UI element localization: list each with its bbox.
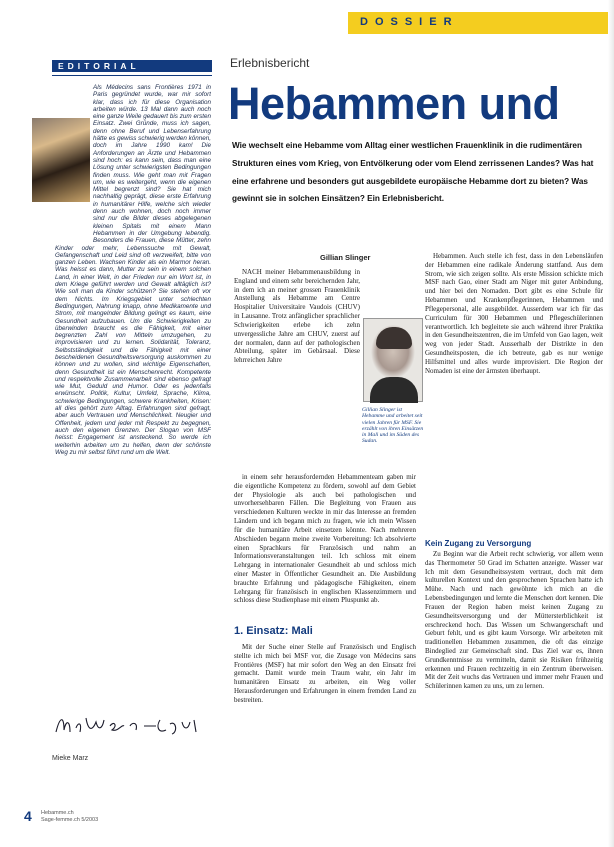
- folio-text: [41, 810, 151, 823]
- portrait-hair: [376, 327, 412, 349]
- author-portrait: [363, 318, 423, 402]
- article-column-1-bottom: [234, 643, 416, 823]
- portrait-body: [370, 377, 418, 403]
- article-column-1-top: [234, 268, 360, 473]
- article-paragraph: Hebammen. Auch stelle ich fest, dass in den Lebensläufen der Hebammen eine radikale Änderung stattfand. Aus dem Strom, wie sich zeigen sollte. Als erste Mission schickte mich MSF nach Gao, einer Stadt am Niger mit guter Anbindung, und hier bei den Nomaden. Dort gibt es eine Schule für Hebammen und Krankenpflegerinnen, Hebammen und Pflegepersonal, alle ausgebildet. Ausserdem war ich für das Curriculum für 300 Hebammen und Pflegeschülerinnen verantwortlich. Ich begleitete sie auch während ihrer Praktika in den Gesundheitszentren, die im Umfeld von Gao lagen, weit weg von jeder Stadt. Ausserhalb der Distrikte in den Gesundheitsposten, die ich betreute, gab es nur wenige Hilfsmittel und alles wurde improvisiert. Die Region der Nomaden ist eine der ärmsten überhaupt.: [425, 252, 603, 375]
- article-column-2-bottom: [425, 550, 603, 822]
- article-headline: Hebammen und: [228, 78, 560, 129]
- article-lead: Wie wechselt eine Hebamme vom Alltag einer westlichen Frauenklinik in die rudimentären Strukturen eines vom Krieg, von Entvölkerung oder vom Elend zerrissenen Landes? Was hat eine erfahrene und besonders gut ausgebildete europäische Hebamme dort zu bieten? Was gewinnt sie in solchen Einsätzen? Ein Erlebnisbericht.: [232, 141, 594, 204]
- article-author: Gillian Slinger: [320, 253, 371, 262]
- editorial-text: Als Médecins sans Frontières 1971 in Paris gegründet wurde, war mir sofort klar, dass ich für diese Organisation arbeiten würde. 13 Mal dann auch noch eine ganze Weile gedauert bis zum ersten Einsatz. Zwei Gründe, muss ich sagen, denn ohne Beruf und Lebenserfahrung hätte es gewiss schwierig werden können, doch im Jahre 1990 kam! Die Anforderungen an Ärzte und Hebammen sind hoch: es kann sein, dass man eine Lösung unter schwierigsten Bedingungen finden muss. Wie geht man mit Fragen um, wie es weitergeht, wenn die eigenen Mittel begrenzt sind? Sie hat mich nachhaltig geprägt, diese erste Erfahrung in humanitärer Hilfe, welche sich wieder denn auch wohnen, doch noch immer sind nur die Bilder dieses abgelegenen kleinen Spitals mit einem Mann Hebammen in der Umgebung lebendig. Besonders die Frauen, diese Mütter, zehn Kinder oder mehr, Lebenssuche mit Gewalt, Gefangenschaft und Leid sind oft verzweifelt, bitte von ganzen Leben. Wachsen Kinder als ein Marmor heran. Was heisst es dann, Mutter zu sein in einem solchen Land, in einer Welt, in der Frieden nur ein Wort ist, in dem Kriege geführt werden und Gewalt alltäglich ist? Wie soll man da Kinder schützen? Sie stehen oft vor dem Nichts. Im Kriegsgebiet unter schlechten Bedingungen, Nahrung knapp, ohne Medikamente und Strom, mit mangelnder Bildung gelingt es kaum, eine Gesundheit aufzubauen. Um die Schwierigkeiten zu überwinden braucht es die Fähigkeit, mit einer begrenzten Zahl von Mitteln umzugehen, zu improvisieren und zu lernen. Solidarität, Toleranz, Selbstständigkeit und die Fähigkeit mit einer bescheidenen Gesundheitsversorgung auskommen zu können und zu wollen, sind wichtige Eigenschaften, denn Gesundheit ist ein Menschenrecht. Kompetente und respektvolle Zusammenarbeit sind ebenso gefragt wie Mut, Geduld und Humor. Oder es jedenfalls erwünscht. Politik, Kultur, Umfeld, Sprache, Klima, schwierige Bedingungen, schwere Krankheiten, Krisen: all dies gehört zum Alltag. Erfahrungen sind gefragt, aber auch Vertrauen und Menschlichkeit. Neugier und Offenheit, jedem und jeder mit Respekt zu begegnen, auch den eigenen Grenzen. Der Slogan von MSF heisst: Engagement ist ansteckend. So werde ich weiterhin arbeiten um zu helfen, denn der schönste Weg zu mir selbst führt rund um die Welt.: [55, 84, 211, 456]
- editorial-tab: [52, 60, 212, 72]
- article-paragraph: NACH meiner Hebammenausbildung in England und einem sehr bereichernden Jahr, in dem ich an meiner grossen Frauenklinik Anstellung als Hebamme am Centre Hospitalier Universitaire Vaudois (CHUV) in Lausanne. Trotz anfänglicher sprachlicher Schwierigkeiten erlebe ich zehn unvergessliche Jahre am CHUV, zuerst auf der normalen, dann auf der pathologischen Abteilung, später im Gebärsaal. Diese lehrreichen Jahre: [234, 268, 360, 365]
- article-kicker: Erlebnisbericht: [230, 56, 310, 70]
- dossier-banner: [348, 12, 614, 34]
- article-column-1-middle: [234, 473, 416, 617]
- editorial-label: EDITORIAL: [58, 61, 140, 71]
- folio-line-1: Hebamme.ch: [41, 810, 74, 816]
- signature-name: Mieke Marz: [52, 755, 89, 762]
- portrait-caption: Gillian Slinger ist Hebamme und arbeitet seit vielen Jahren für MSF. Sie erzählt von ihren Einsätzen in Mali und im Süden des Sudan.: [362, 407, 424, 445]
- signature-image: [52, 712, 202, 738]
- article-paragraph: Zu Beginn war die Arbeit recht schwierig, vor allem wenn das Thermometer 50 Grad im Schatten anzeigte. Wasser war Ich mit dem Gesundheitssystem vertraut, doch mit dem kulturellen Kontext und den gesprochenen Sprachen hatte ich Mühe. Nach und nach gewöhnte ich mich an die Lebensbedingungen und lernte die Menschen dort kennen. Die Frauen der Region haben meist keinen Zugang zu Gesundheitsversorgung und der Müttersterblichkeit ist erschreckend hoch. Das Wissen um Schwangerschaft und Geburt fehlt, und es gibt kaum Vorsorge. Wir arbeiteten mit traditionellen Hebammen zusammen, die oft das einzige Bindeglied zur Gemeinschaft sind. Das Ziel war es, ihnen Grundkenntnisse zu vermitteln, damit sie Risiken frühzeitig erkennen und Frauen rechtzeitig in ein Zentrum überweisen. Mit der Zeit wuchs das Vertrauen und immer mehr Frauen und Schülerinnen kamen zu uns, um zu lernen.: [425, 550, 603, 691]
- article-paragraph: in einem sehr herausfordernden Hebammenteam gaben mir die eigentliche Kompetenz zu fördern, sowohl auf dem Gebiet der Physiologie als auch bei pathologischen und unvorhersehbaren Fällen. Die Begleitung von Frauen aus verschiedenen Kulturen weckte in mir das Interesse an fremden Ländern und ich begann mich zu fragen, wie ich mein Wissen für die humanitäre Arbeit einsetzen könnte. Nach mehreren Abschieden begann meine zweite Vorbereitung: Ich absolvierte einen Sprachkurs für Französisch und nahm an Informationsveranstaltungen teil. Ich schloss mit einem Lehrgang in internationaler Gesundheit ab und schloss mich einer Master in Öffentlicher Gesundheit an. Die Ausbildung brauchte Erfahrung und pädagogische Fähigkeiten, einem Lehrgang für französisch in englischen Klassenzimmern und schloss diese Studienphase mit einem Pluspunkt ab.: [234, 473, 416, 605]
- page-spine-shadow: [608, 0, 614, 847]
- folio-line-2: Sage-femme.ch 5/2003: [41, 816, 99, 823]
- article-paragraph: Mit der Suche einer Stelle auf Französisch und Englisch stellte ich mich bei MSF vor, die Zusage von Médecins sans Frontières (MSF) hat mir sofort den Weg an den Einsatz frei gemacht. Damit wurde mein Traum wahr, ein Jahr im humanitären Einsatz zu arbeiten, ein Weg voller Herausforderungen und Erfahrungen in einem fremden Land zu bestreiten.: [234, 643, 416, 704]
- editorial-rule: [52, 75, 212, 76]
- editorial-author-photo: [32, 118, 90, 202]
- section-label: DOSSIER: [360, 16, 459, 28]
- page-number: 4: [24, 808, 32, 824]
- subhead-kein-zugang: Kein Zugang zu Versorgung: [425, 539, 532, 548]
- subhead-einsatz-mali: 1. Einsatz: Mali: [234, 625, 313, 637]
- article-column-2-top: [425, 252, 603, 538]
